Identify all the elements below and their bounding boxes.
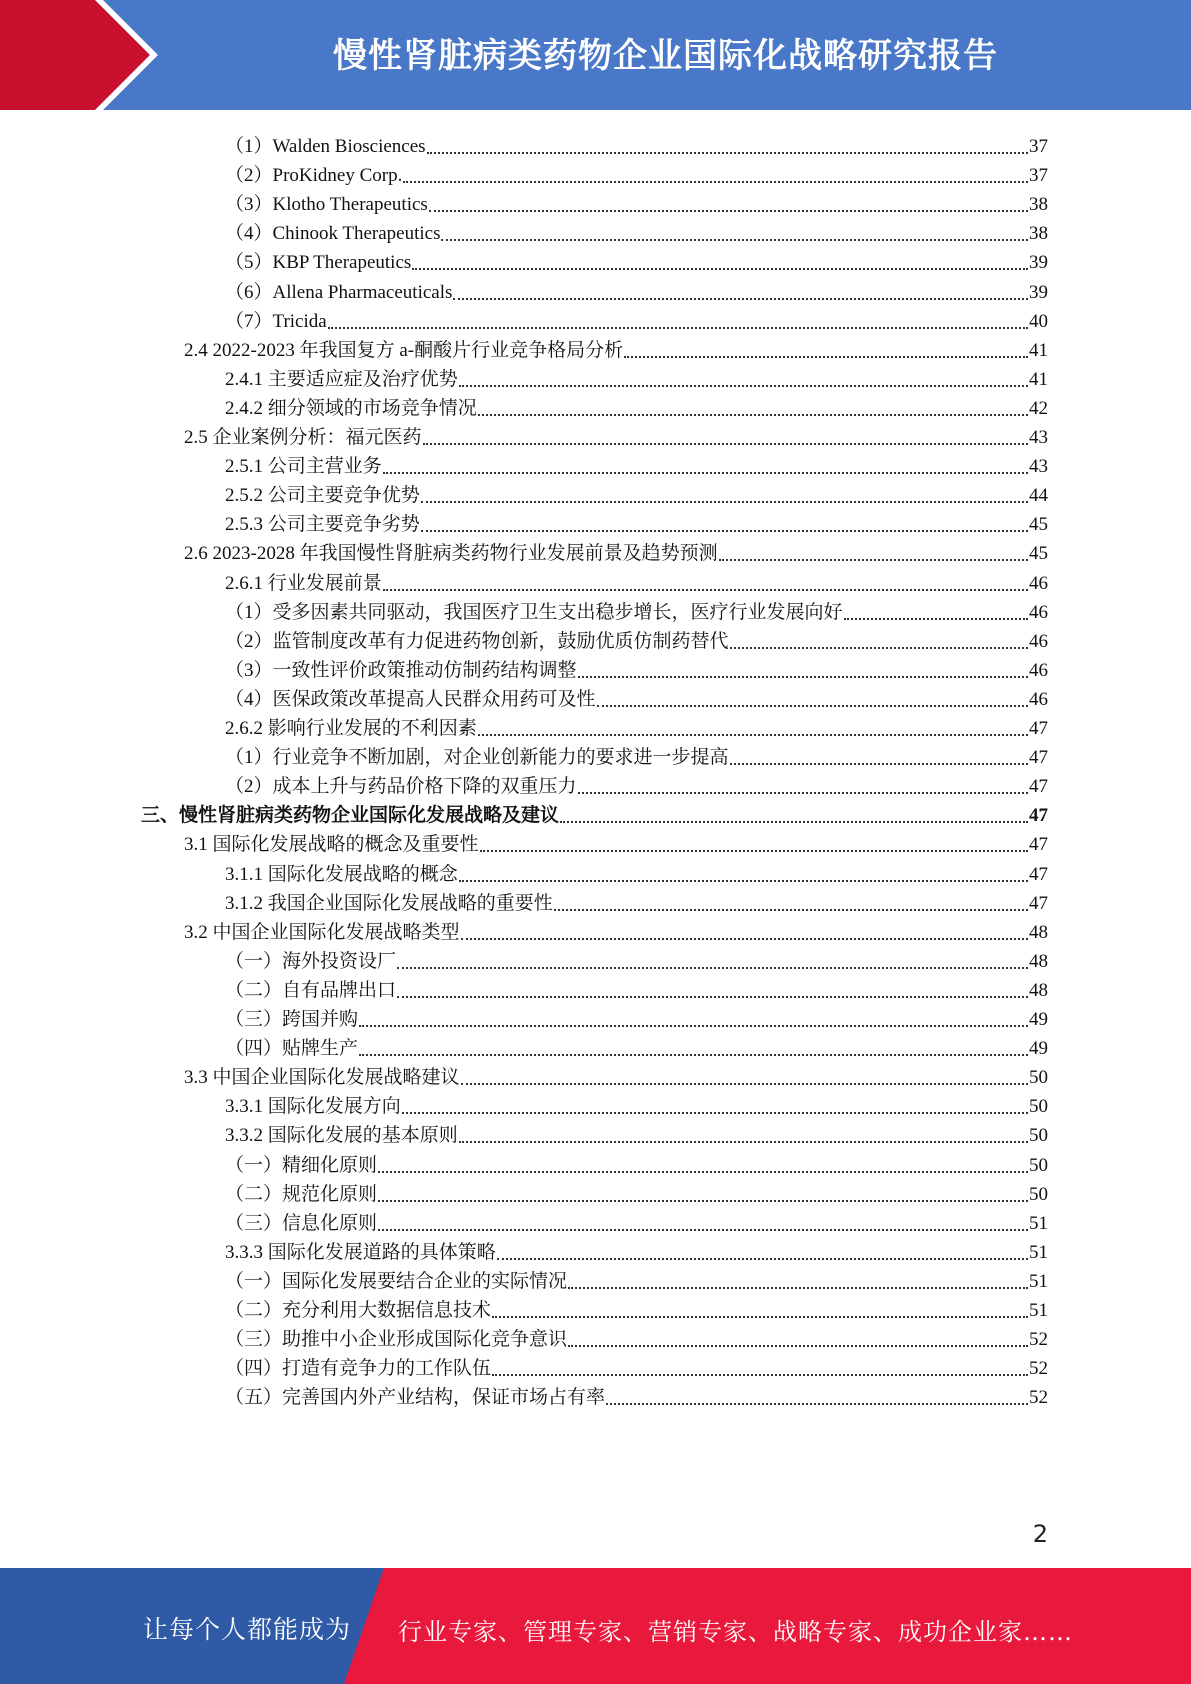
toc-entry[interactable] [225,1263,1048,1294]
toc-entry-page: 46 [1029,688,1048,710]
toc-entry-title: 3.2 中国企业国际化发展战略类型 [184,921,460,943]
toc-leader-dots [730,647,1028,649]
toc-leader-dots [427,152,1028,154]
toc-leader-dots [492,1316,1028,1318]
toc-entry-title: （二）规范化原则 [225,1183,378,1205]
toc-leader-dots [560,821,1028,823]
toc-entry-title: （二）充分利用大数据信息技术 [225,1300,492,1321]
toc-entry-title: （四）打造有竞争力的工作队伍 [225,1358,492,1380]
toc-entry-page: 41 [1029,339,1048,361]
toc-entry[interactable] [225,448,1048,479]
toc-entry[interactable] [225,652,1048,683]
toc-leader-dots [429,210,1028,212]
toc-leader-dots [568,1345,1028,1347]
toc-entry-title: （一）国际化发展要结合企业的实际情况 [225,1270,568,1292]
toc-leader-dots [597,705,1028,707]
toc-entry[interactable] [225,623,1048,654]
toc-leader-dots [478,414,1028,416]
toc-leader-dots [844,618,1028,620]
toc-leader-dots [403,181,1028,183]
toc-entry-page: 52 [1029,1329,1048,1351]
toc-entry-page: 42 [1029,397,1048,419]
toc-entry[interactable] [184,826,1048,857]
toc-entry-page: 41 [1029,368,1048,390]
toc-entry-title: 2.4.1 主要适应症及治疗优势 [225,368,458,390]
toc-entry-page: 51 [1029,1300,1048,1321]
page-header [0,0,1191,110]
toc-entry[interactable] [225,1001,1048,1032]
toc-entry-page: 52 [1029,1358,1048,1380]
toc-entry-title: （三）跨国并购 [225,1009,359,1030]
toc-entry[interactable] [225,506,1048,537]
toc-entry-title: （3）一致性评价政策推动仿制药结构调整 [225,659,577,681]
toc-leader-dots [478,734,1028,736]
toc-entry[interactable] [225,477,1048,508]
toc-entry[interactable] [225,390,1048,421]
toc-entry-page: 51 [1029,1212,1048,1234]
toc-entry[interactable] [225,1117,1048,1148]
toc-leader-dots [359,1054,1028,1056]
toc-entry-page: 50 [1029,1154,1048,1176]
toc-entry[interactable] [184,419,1048,450]
toc-leader-dots [378,1229,1028,1231]
toc-entry-page: 46 [1029,630,1048,652]
toc-entry-title: （1）受多因素共同驱动，我国医疗卫生支出稳步增长，医疗行业发展向好 [225,601,843,623]
toc-entry-page: 50 [1029,1096,1048,1118]
toc-entry-title: 2.4.2 细分领域的市场竞争情况 [225,397,477,419]
toc-entry-page: 37 [1029,136,1048,157]
toc-leader-dots [578,792,1028,794]
toc-leader-dots [402,1112,1028,1114]
toc-entry-page: 43 [1029,456,1048,478]
toc-entry-title: （三）助推中小企业形成国际化竞争意识 [225,1329,568,1351]
toc-entry[interactable] [225,274,1048,305]
toc-entry-page: 50 [1029,1125,1048,1147]
toc-leader-dots [423,443,1028,445]
header-red-arrow [0,0,150,110]
toc-leader-dots [453,298,1028,300]
toc-entry[interactable] [225,244,1048,275]
toc-leader-dots [412,268,1028,270]
toc-entry-title: （五）完善国内外产业结构，保证市场占有率 [225,1387,606,1409]
toc-leader-dots [441,239,1028,241]
toc-leader-dots [606,1403,1028,1405]
toc-entry[interactable] [225,1379,1048,1410]
toc-entry[interactable] [225,157,1048,188]
toc-entry-page: 47 [1029,892,1048,914]
page-number: 2 [1032,1520,1048,1548]
toc-leader-dots [421,501,1028,503]
toc-entry-page: 45 [1029,543,1048,565]
toc-leader-dots [719,559,1028,561]
toc-entry[interactable] [225,1030,1048,1061]
toc-entry-page: 37 [1029,165,1048,187]
toc-entry-page: 46 [1029,601,1048,623]
toc-entry-title: （4）Chinook Therapeutics [225,223,441,245]
toc-entry[interactable] [225,885,1048,916]
toc-leader-dots [397,967,1028,969]
toc-entry-title: （4）医保政策改革提高人民群众用药可及性 [225,688,596,710]
toc-entry[interactable] [225,1205,1048,1236]
toc-entry-page: 51 [1029,1270,1048,1292]
report-title: 慢性肾脏病类药物企业国际化战略研究报告 [333,36,998,76]
toc-leader-dots [359,1025,1028,1027]
toc-entry[interactable] [225,303,1048,334]
toc-entry-title: 2.5.1 公司主营业务 [225,456,382,478]
toc-entry[interactable] [184,535,1048,566]
toc-entry-title: （一）海外投资设厂 [225,950,397,972]
toc-entry-title: 2.4 2022-2023 年我国复方 a-酮酸片行业竞争格局分析 [184,339,624,361]
toc-entry[interactable] [225,186,1048,217]
toc-entry-title: 3.3.3 国际化发展道路的具体策略 [225,1241,496,1263]
toc-leader-dots [421,530,1028,532]
toc-entry-title: 3.3 中国企业国际化发展战略建议 [184,1067,460,1089]
toc-entry[interactable] [225,1321,1048,1352]
toc-entry[interactable] [184,1059,1048,1090]
toc-entry-page: 48 [1029,950,1048,972]
toc-entry-title: 3.3.1 国际化发展方向 [225,1096,401,1118]
toc-entry-title: （1）行业竞争不断加剧，对企业创新能力的要求进一步提高 [225,747,729,769]
toc-leader-dots [578,676,1028,678]
toc-entry-title: 2.5.2 公司主要竞争优势 [225,485,420,507]
toc-leader-dots [624,356,1028,358]
toc-entry[interactable] [225,1088,1048,1119]
toc-entry-page: 52 [1029,1387,1048,1409]
footer-slogan-left: 让每个人都能成为 [143,1615,352,1644]
toc-entry-title: （7）Tricida [225,310,327,332]
toc-entry-title: 2.5 企业案例分析：福元医药 [184,427,422,448]
toc-entry-page: 46 [1029,659,1048,681]
toc-entry[interactable] [225,856,1048,887]
toc-entry-page: 39 [1029,252,1048,274]
toc-entry-page: 50 [1029,1183,1048,1205]
toc-entry-title: （三）信息化原则 [225,1212,378,1234]
toc-leader-dots [378,1171,1028,1173]
page-footer [0,1568,1191,1684]
toc-leader-dots [492,1374,1028,1376]
toc-entry-page: 51 [1029,1241,1048,1263]
toc-entry-page: 49 [1029,1038,1048,1060]
toc-entry-page: 44 [1029,485,1048,507]
toc-entry-title: 三、慢性肾脏病类药物企业国际化发展战略及建议 [141,805,560,827]
toc-leader-dots [730,763,1028,765]
toc-entry-page: 47 [1029,776,1048,798]
toc-entry[interactable] [225,1147,1048,1178]
toc-entry-title: （3）Klotho Therapeutics [225,194,428,216]
toc-leader-dots [461,1083,1028,1085]
toc-leader-dots [383,589,1028,591]
toc-entry-page: 43 [1029,427,1048,448]
toc-entry-title: （5）KBP Therapeutics [225,252,412,274]
toc-entry[interactable] [225,594,1048,625]
toc-leader-dots [554,909,1028,911]
toc-entry-title: 2.6.2 影响行业发展的不利因素 [225,718,477,739]
toc-entry[interactable] [225,361,1048,392]
toc-entry[interactable] [225,943,1048,974]
toc-entry[interactable] [225,215,1048,246]
toc-entry-page: 38 [1029,194,1048,216]
toc-leader-dots [459,1141,1028,1143]
toc-entry[interactable] [225,972,1048,1003]
toc-entry[interactable] [225,1234,1048,1265]
toc-entry[interactable] [184,914,1048,945]
toc-entry-page: 46 [1029,572,1048,594]
toc-entry-title: （1）Walden Biosciences [225,136,426,157]
toc-entry-page: 45 [1029,514,1048,536]
toc-entry[interactable] [225,768,1048,799]
toc-entry-page: 47 [1029,718,1048,739]
toc-entry[interactable] [225,1292,1048,1323]
toc-entry-title: （2）成本上升与药品价格下降的双重压力 [225,776,577,798]
toc-entry-page: 47 [1029,863,1048,885]
toc-leader-dots [497,1258,1028,1260]
toc-entry-page: 47 [1029,834,1048,856]
toc-entry[interactable] [184,332,1048,363]
toc-entry-page: 47 [1029,747,1048,769]
toc-entry-page: 38 [1029,223,1048,245]
toc-entry-page: 47 [1029,805,1048,827]
toc-entry-title: 3.1.2 我国企业国际化发展战略的重要性 [225,892,553,914]
toc-entry-page: 50 [1029,1067,1048,1089]
toc-entry[interactable] [141,797,1048,828]
toc-entry[interactable] [225,1176,1048,1207]
toc-entry[interactable] [225,1350,1048,1381]
toc-entry-page: 39 [1029,281,1048,303]
toc-entry-title: 2.5.3 公司主要竞争劣势 [225,514,420,536]
toc-entry[interactable] [225,710,1048,741]
toc-entry[interactable] [225,739,1048,770]
toc-entry-title: （2）监管制度改革有力促进药物创新，鼓励优质仿制药替代 [225,630,729,652]
toc-entry-title: （6）Allena Pharmaceuticals [225,281,453,303]
toc-leader-dots [480,850,1028,852]
toc-leader-dots [383,472,1028,474]
toc-leader-dots [459,880,1028,882]
toc-entry-title: 2.6.1 行业发展前景 [225,572,382,594]
toc-leader-dots [328,327,1028,329]
toc-entry-title: 3.1.1 国际化发展战略的概念 [225,863,458,885]
toc-entry-title: （二）自有品牌出口 [225,979,397,1001]
toc-entry[interactable] [225,681,1048,712]
toc-entry-title: 3.1 国际化发展战略的概念及重要性 [184,834,479,856]
toc-leader-dots [568,1287,1028,1289]
toc-leader-dots [459,385,1028,387]
toc-leader-dots [397,996,1028,998]
toc-entry-title: （2）ProKidney Corp. [225,165,403,187]
toc-entry-title: 3.3.2 国际化发展的基本原则 [225,1125,458,1147]
toc-leader-dots [461,938,1028,940]
toc-entry[interactable] [225,128,1048,159]
toc-entry-page: 40 [1029,310,1048,332]
toc-entry-page: 48 [1029,921,1048,943]
toc-entry-page: 49 [1029,1009,1048,1030]
footer-slogan-right: 行业专家、管理专家、营销专家、战略专家、成功企业家…… [398,1618,1073,1646]
toc-entry-title: （一）精细化原则 [225,1154,378,1176]
toc-entry-title: （四）贴牌生产 [225,1038,359,1060]
toc-entry-title: 2.6 2023-2028 年我国慢性肾脏病类药物行业发展前景及趋势预测 [184,543,718,565]
toc-leader-dots [378,1200,1028,1202]
toc-entry-page: 48 [1029,979,1048,1001]
toc-entry[interactable] [225,565,1048,596]
